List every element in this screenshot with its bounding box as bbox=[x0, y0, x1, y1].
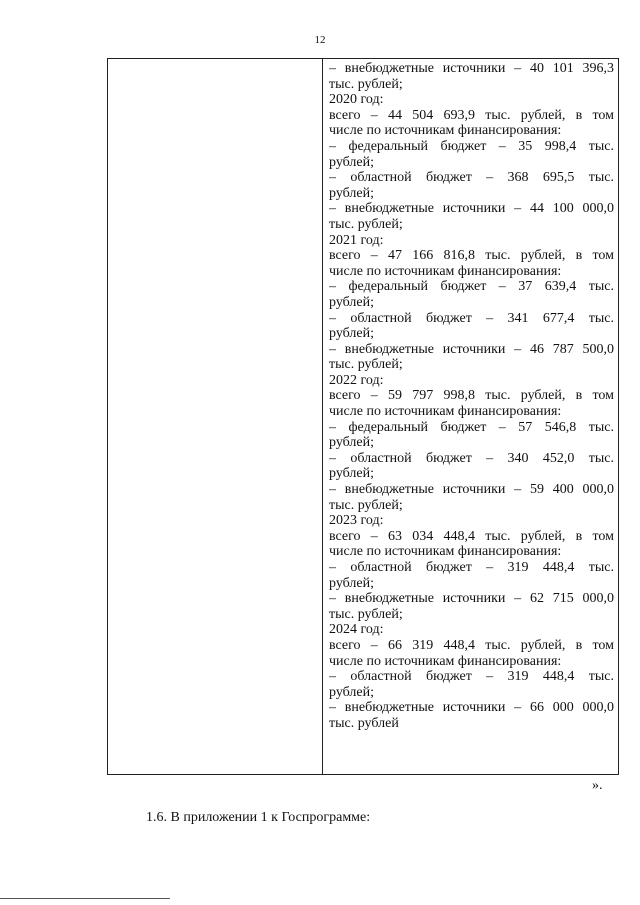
funding-line: всего – 47 166 816,8 тыс. рублей, в том bbox=[329, 248, 614, 264]
funding-line: всего – 44 504 693,9 тыс. рублей, в том bbox=[329, 107, 614, 123]
funding-line: – областной бюджет – 368 695,5 тыс. bbox=[329, 170, 614, 186]
year-heading: 2022 год: bbox=[329, 372, 384, 388]
funding-line: – областной бюджет – 319 448,4 тыс. bbox=[329, 560, 614, 575]
funding-line: рублей; bbox=[329, 185, 374, 201]
funding-line: тыс. рублей; bbox=[329, 76, 403, 92]
funding-line: – федеральный бюджет – 37 639,4 тыс. bbox=[329, 279, 614, 295]
funding-line: тыс. рублей; bbox=[329, 497, 403, 513]
funding-line: – внебюджетные источники – 59 400 000,0 bbox=[329, 482, 614, 498]
funding-line: – внебюджетные источники – 44 100 000,0 bbox=[329, 201, 614, 217]
footnote-divider bbox=[0, 898, 170, 899]
funding-line: – федеральный бюджет – 57 546,8 тыс. bbox=[329, 419, 614, 435]
funding-line: тыс. рублей; bbox=[329, 216, 403, 232]
funding-line: числе по источникам финансирования: bbox=[329, 404, 562, 420]
year-heading: 2024 год: bbox=[329, 622, 384, 638]
funding-line: – внебюджетные источники – 46 787 500,0 bbox=[329, 341, 614, 357]
funding-line: рублей; bbox=[329, 294, 374, 310]
funding-line: – областной бюджет – 340 452,0 тыс. bbox=[329, 450, 614, 466]
year-heading: 2021 год: bbox=[329, 232, 384, 248]
funding-line: рублей; bbox=[329, 154, 374, 170]
funding-line: числе по источникам финансирования: bbox=[329, 263, 562, 279]
page-number: 12 bbox=[314, 34, 326, 46]
closing-quote: ». bbox=[592, 778, 603, 793]
funding-line: числе по источникам финансирования: bbox=[329, 653, 562, 669]
funding-line: рублей; bbox=[329, 575, 374, 591]
funding-line: – внебюджетные источники – 40 101 396,3 bbox=[329, 61, 614, 76]
funding-table bbox=[107, 58, 619, 775]
funding-line: всего – 63 034 448,4 тыс. рублей, в том bbox=[329, 528, 614, 544]
funding-line: тыс. рублей; bbox=[329, 357, 403, 373]
table-right-cell bbox=[329, 61, 614, 732]
funding-line: – областной бюджет – 319 448,4 тыс. bbox=[329, 669, 614, 685]
funding-line: рублей; bbox=[329, 326, 374, 342]
funding-line: – внебюджетные источники – 66 000 000,0 bbox=[329, 700, 614, 716]
table-left-cell bbox=[108, 59, 323, 774]
funding-line: – федеральный бюджет – 35 998,4 тыс. bbox=[329, 138, 614, 154]
funding-line: всего – 66 319 448,4 тыс. рублей, в том bbox=[329, 637, 614, 653]
funding-line: тыс. рублей; bbox=[329, 606, 403, 622]
section-item-1-6: 1.6. В приложении 1 к Госпрограмме: bbox=[146, 810, 371, 825]
funding-line: всего – 59 797 998,8 тыс. рублей, в том bbox=[329, 388, 614, 404]
year-heading: 2023 год: bbox=[329, 513, 384, 529]
funding-line: рублей; bbox=[329, 466, 374, 482]
funding-line: рублей; bbox=[329, 435, 374, 451]
funding-line: рублей; bbox=[329, 684, 374, 700]
funding-line: числе по источникам финансирования: bbox=[329, 544, 562, 560]
funding-line: – внебюджетные источники – 62 715 000,0 bbox=[329, 591, 614, 607]
year-heading: 2020 год: bbox=[329, 92, 384, 108]
funding-line: числе по источникам финансирования: bbox=[329, 123, 562, 139]
funding-line: – областной бюджет – 341 677,4 тыс. bbox=[329, 310, 614, 326]
funding-line: тыс. рублей bbox=[329, 715, 399, 731]
